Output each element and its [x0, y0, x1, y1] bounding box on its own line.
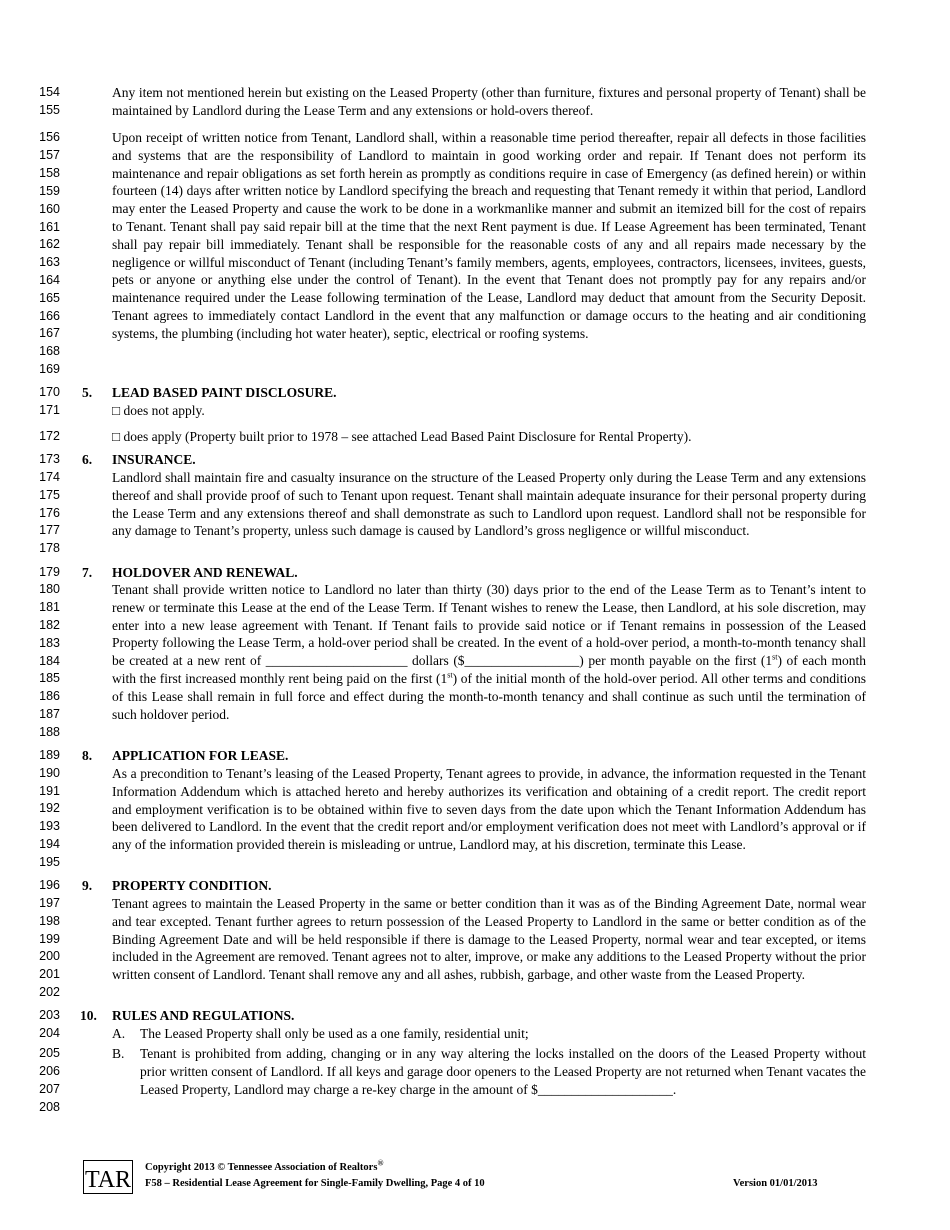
line-number: 208	[39, 1100, 60, 1114]
line-number: 201	[39, 967, 60, 981]
line-number: 198	[39, 914, 60, 928]
line-number: 192	[39, 801, 60, 815]
section-heading-property-condition: PROPERTY CONDITION.	[112, 878, 272, 893]
line-number: 178	[39, 541, 60, 555]
line-number: 164	[39, 273, 60, 287]
line-number: 199	[39, 932, 60, 946]
list-item-rule-a: The Leased Property shall only be used as a one family, residential unit;	[140, 1026, 529, 1041]
line-number: 179	[39, 565, 60, 579]
line-number: 188	[39, 725, 60, 739]
line-number: 204	[39, 1026, 60, 1040]
line-number: 202	[39, 985, 60, 999]
line-number: 191	[39, 784, 60, 798]
line-number: 175	[39, 488, 60, 502]
holdover-rent-text: In the event of a hold-over period, a month-to-month tenancy shall be created at a new rent of _____________________ dollars ($_________________) per month payable on the first (1	[112, 635, 866, 669]
footer-form-title: F58 – Residential Lease Agreement for Single-Family Dwelling, Page 4 of 10	[145, 1178, 485, 1189]
line-number: 170	[39, 385, 60, 399]
section-heading-application: APPLICATION FOR LEASE.	[112, 748, 289, 763]
line-number: 197	[39, 896, 60, 910]
line-number: 196	[39, 878, 60, 892]
registered-mark: ®	[377, 1158, 384, 1168]
footer-version: Version 01/01/2013	[733, 1178, 818, 1189]
line-number: 203	[39, 1008, 60, 1022]
line-number: 206	[39, 1064, 60, 1078]
line-number: 194	[39, 837, 60, 851]
paragraph-insurance: Landlord shall maintain fire and casualty insurance on the structure of the Leased Property only during the Lease Term and any extensions thereof and shall provide proof of such to Tenant upon request. Tenant shall maintain adequate insurance for their personal property during the Lease Term and any extensions thereof and shall demonstrate as such to Landlord upon request. Landlord shall not be responsible for any damage to Tenant’s property, unless such damage is caused by Landlord’s gross negligence or willful misconduct.	[112, 470, 866, 539]
list-marker: A.	[112, 1026, 126, 1041]
section-number: 8.	[82, 748, 93, 763]
line-number: 165	[39, 291, 60, 305]
paragraph-application: As a precondition to Tenant’s leasing of the Leased Property, Tenant agrees to provide, in advance, the information requested in the Tenant Information Addendum which is attached hereto and hereby authorizes its verification and obtaining of a credit report. The credit report and employment verification is to be obtained within five to seven days from the date upon which the Tenant Information Addendum has been delivered to Landlord. In the event that the credit report and/or employment verification does not meet with Landlord’s approval or if any of the information provided therein is misleading or untrue, Landlord may, at his discretion, terminate this Lease.	[112, 766, 866, 853]
line-number: 193	[39, 819, 60, 833]
page-footer	[83, 1158, 873, 1198]
line-number: 158	[39, 166, 60, 180]
section-heading-insurance: INSURANCE.	[112, 452, 196, 467]
section-number: 5.	[82, 385, 93, 400]
line-number: 177	[39, 523, 60, 537]
line-number: 207	[39, 1082, 60, 1096]
line-number: 189	[39, 748, 60, 762]
line-number: 173	[39, 452, 60, 466]
line-number: 186	[39, 689, 60, 703]
holdover-rent-text: ) of each month with the first increased monthly rent being paid on the first (1	[112, 653, 867, 686]
section-heading-lead-paint: LEAD BASED PAINT DISCLOSURE.	[112, 385, 337, 400]
line-number: 183	[39, 636, 60, 650]
superscript: st	[447, 670, 453, 680]
line-number: 154	[39, 85, 60, 99]
line-number: 190	[39, 766, 60, 780]
line-number: 200	[39, 949, 60, 963]
line-number: 161	[39, 220, 60, 234]
line-number: 169	[39, 362, 60, 376]
line-number: 157	[39, 148, 60, 162]
line-number: 155	[39, 103, 60, 117]
line-number: 195	[39, 855, 60, 869]
line-number: 166	[39, 309, 60, 323]
paragraph-repairs: Upon receipt of written notice from Tenant, Landlord shall, within a reasonable time period thereafter, repair all defects in those facilities and systems that are the responsibility of Landlord to maintain in good working order and repair. If Tenant does not perform its maintenance and repair obligations as set forth herein as promptly as conditions require in case of Emergency (as defined herein) or within fourteen (14) days after written notice by Landlord specifying the breach and requesting that Tenant remedy it within that period, Landlord may enter the Leased Property and cause the work to be done in a workmanlike manner and submit an itemized bill for the cost of repairs to Tenant. Tenant shall pay said repair bill at the time that the next Rent payment is due. If Lease Agreement has been terminated, Tenant shall pay repair bill immediately. Tenant shall be responsible for the reasonable costs of any and all repairs made necessary by the negligence or willful misconduct of Tenant (including Tenant’s family members, agents, employees, contractors, licensees, invitees, guests, pets or anyone or anything else under the control of Tenant). In the event that Tenant does not promptly pay for any repairs and/or maintenance required under the Lease following termination of the Lease, Landlord may deduct that amount from the Security Deposit. Tenant agrees to immediately contact Landlord in the event that any malfunction or damage occurs to the heating and air conditioning systems, the plumbing (including hot water heater), septic, electrical or roofing systems.	[112, 130, 866, 341]
section-number: 7.	[82, 565, 93, 580]
holdover-notice-text: Tenant shall provide written notice to Landlord no later than thirty (30) days prior to the end of the Lease Term as to Tenant’s intent to renew or terminate this Lease at the end of the Lease Term. If Tenant wishes to renew the Lease, then Landlord, at his sole discretion, may enter into a new lease agreement with Tenant. If Tenant fails to provide said notice or if Tenant remains in possession of the Leased Property following the Lease Term, a hold-over period shall be created.	[112, 582, 866, 651]
footer-copyright	[145, 1158, 384, 1173]
line-number: 160	[39, 202, 60, 216]
section-number: 9.	[82, 878, 93, 893]
line-number: 187	[39, 707, 60, 721]
list-marker: B.	[112, 1046, 125, 1061]
copyright-text: Copyright 2013 © Tennessee Association of Realtors	[145, 1162, 378, 1173]
line-number: 182	[39, 618, 60, 632]
section-heading-rules: RULES AND REGULATIONS.	[112, 1008, 295, 1023]
line-number: 205	[39, 1046, 60, 1060]
line-number: 163	[39, 255, 60, 269]
line-number: 180	[39, 582, 60, 596]
line-number: 159	[39, 184, 60, 198]
paragraph-maintenance: Any item not mentioned herein but existing on the Leased Property (other than furniture, fixtures and personal property of Tenant) shall be maintained by Landlord during the Lease Term and any extensions or hold-overs thereof.	[112, 85, 866, 118]
checkbox-option-does-not-apply[interactable]: □ does not apply.	[112, 403, 205, 418]
line-number: 167	[39, 326, 60, 340]
line-number: 171	[39, 403, 60, 417]
list-item-rule-b: Tenant is prohibited from adding, changing or in any way altering the locks installed on the doors of the Leased Property without prior written consent of Landlord. If all keys and garage door openers to the Leased Property are not returned when Tenant vacates the Leased Property, Landlord may charge a re-key charge in the amount of $____________________.	[140, 1046, 866, 1097]
section-heading-holdover: HOLDOVER AND RENEWAL.	[112, 565, 298, 580]
line-number: 168	[39, 344, 60, 358]
line-number: 184	[39, 654, 60, 668]
section-number: 10.	[80, 1008, 97, 1023]
logo-letters: TAR	[84, 1167, 132, 1193]
line-number: 172	[39, 429, 60, 443]
section-number: 6.	[82, 452, 93, 467]
paragraph-property-condition: Tenant agrees to maintain the Leased Property in the same or better condition than it was as of the Binding Agreement Date, normal wear and tear excepted. Tenant further agrees to return possession of the Leased Property to Landlord in the same or better condition as of the Binding Agreement Date and will be held responsible if there is damage to the Leased Property, normal wear and tear excepted, or items included in the Agreement are removed. Tenant agrees not to alter, improve, or make any additions to the Leased Property without the prior written consent of Landlord. Tenant shall remove any and all ashes, rubbish, garbage, and other waste from the Leased Property.	[112, 896, 866, 983]
holdover-rent-text: ) of the initial month of the hold-over period. All other terms and conditions of this Lease shall remain in full force and effect during the month-to-month tenancy and shall continue as such until the termination of such holdover period.	[112, 670, 866, 722]
paragraph-holdover	[112, 581, 866, 723]
line-number: 181	[39, 600, 60, 614]
line-number: 156	[39, 130, 60, 144]
superscript: st	[772, 652, 778, 662]
tar-logo-icon	[83, 1160, 133, 1194]
checkbox-option-does-apply[interactable]: □ does apply (Property built prior to 1978 – see attached Lead Based Paint Disclosure for Rental Property).	[112, 429, 692, 444]
line-number: 162	[39, 237, 60, 251]
line-number: 185	[39, 671, 60, 685]
line-number: 174	[39, 470, 60, 484]
line-number: 176	[39, 506, 60, 520]
